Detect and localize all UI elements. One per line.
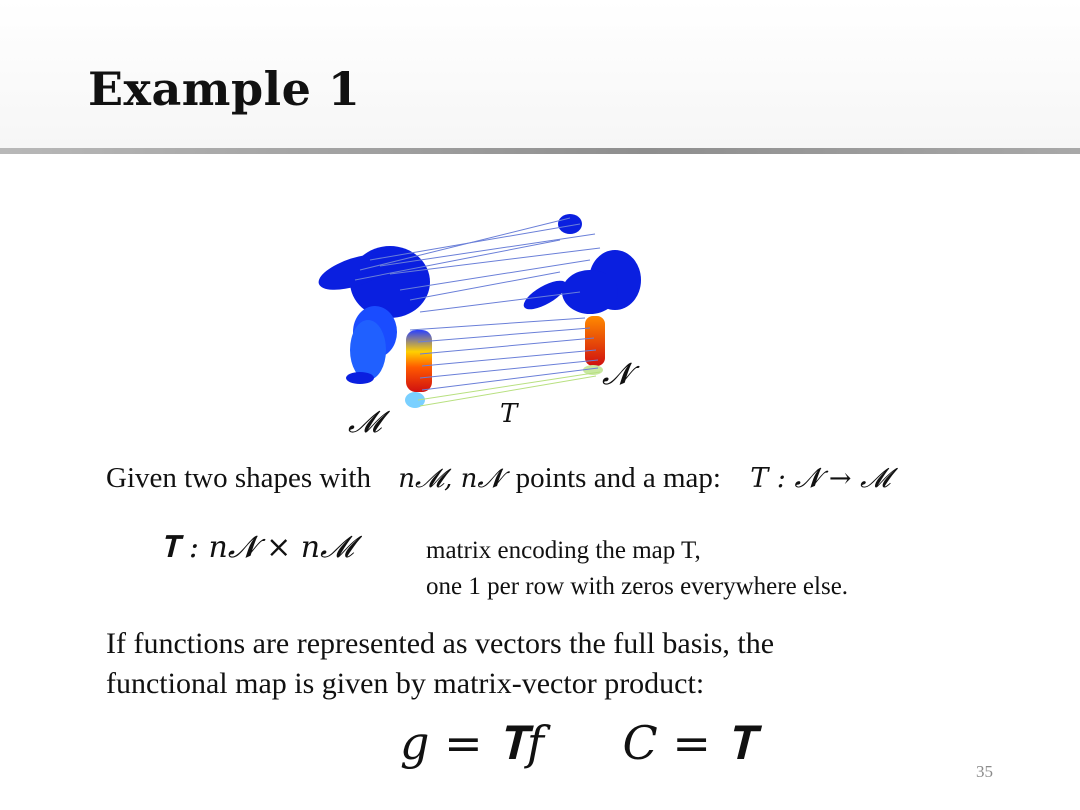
label-t: T [500,399,518,429]
paragraph-line1: If functions are represented as vectors the full basis, the [106,627,775,660]
header-divider [0,148,1080,154]
paragraph-line2: functional map is given by matrix-vector product: [106,667,705,700]
label-n: 𝓝 [602,357,631,392]
shape-correspondence-figure [260,200,660,440]
shapes-sentence-mid: points and a map: [515,462,721,494]
map-definition-math: T : 𝓝 → 𝓜 [750,463,891,494]
shapes-sentence-prefix: Given two shapes with [106,462,371,494]
shapes-sentence [106,462,890,495]
page-number: 35 [976,762,993,781]
slide-title: Example 1 [88,62,361,116]
matrix-description-line1: matrix encoding the map T, [426,537,701,564]
functional-map-paragraph [106,624,1006,704]
shape-m [315,246,432,408]
equations [400,716,819,772]
shape-n [520,214,641,375]
equation-g: g = 𝐓f [400,716,544,770]
matrix-description-line2: one 1 per row with zeros everywhere else. [426,573,849,600]
label-m: 𝓜 [348,405,382,440]
equation-c: C = 𝐓 [622,716,756,770]
matrix-description [426,533,848,605]
point-counts-math: n𝓜, n𝓝 [398,464,503,494]
matrix-dimension-math: 𝐓 : n𝓝 × n𝓜 [160,530,354,565]
